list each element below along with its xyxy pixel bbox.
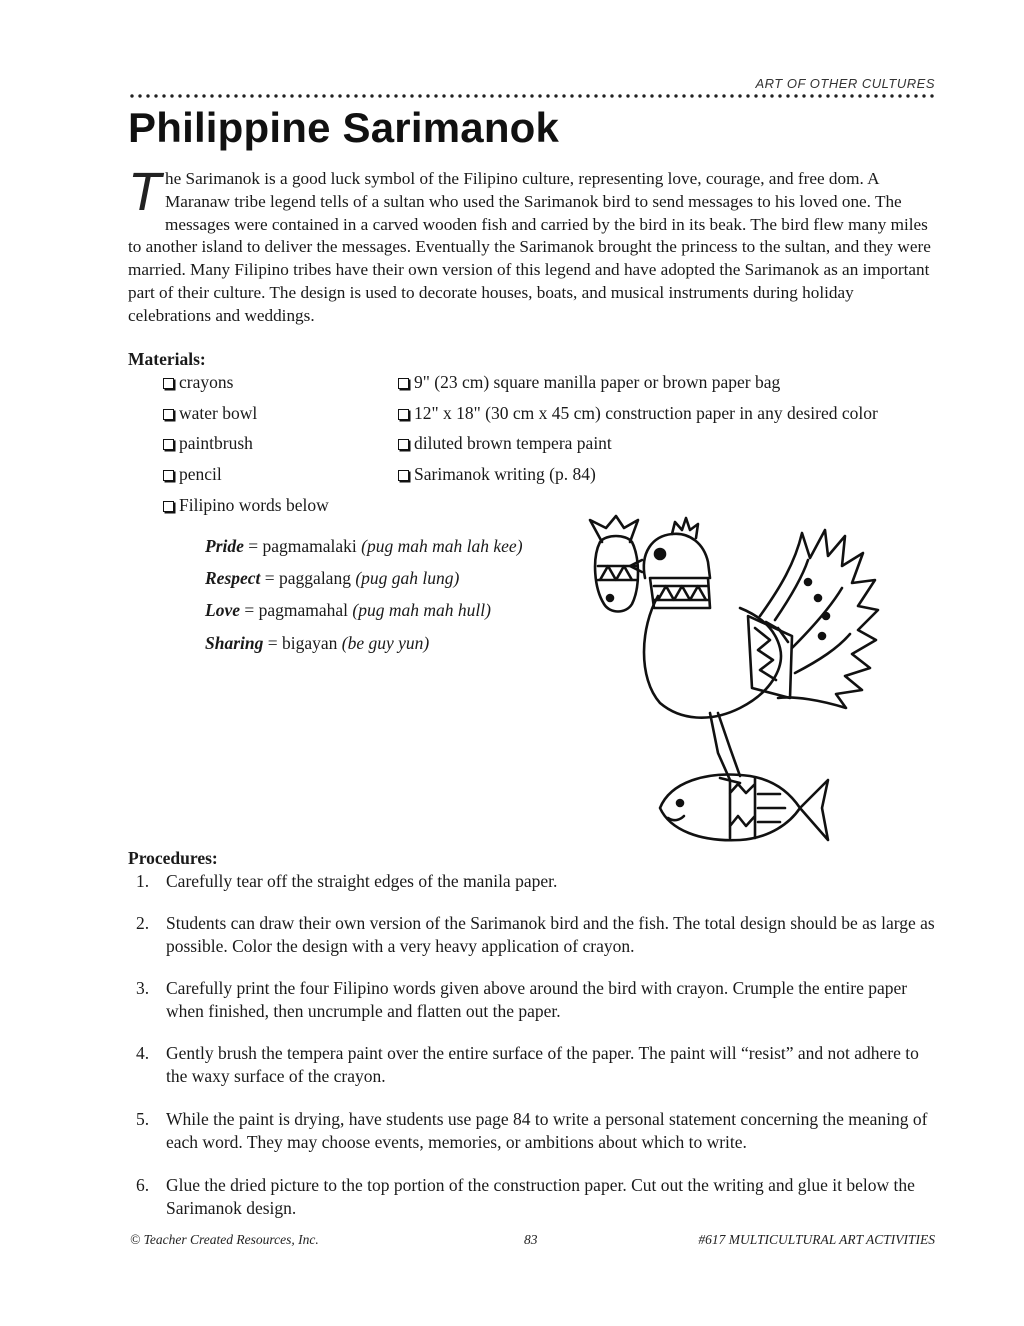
page-title: Philippine Sarimanok (128, 104, 560, 151)
procedure-step (128, 1174, 938, 1220)
word-term: Love (205, 600, 240, 620)
word-translation: pagmamahal (258, 600, 349, 620)
footer-copyright: © Teacher Created Resources, Inc. (130, 1232, 319, 1247)
footer-page-number: 83 (524, 1232, 538, 1247)
step-text: Gently brush the tempera paint over the entire surface of the paper. The paint will “resist” and not adhere to the waxy surface of the crayon. (166, 1043, 919, 1086)
word-pronunciation: (pug mah mah lah kee) (361, 536, 523, 556)
material-label: diluted brown tempera paint (414, 433, 612, 453)
material-label: paintbrush (179, 433, 253, 453)
materials-heading: Materials: (128, 349, 206, 369)
procedures-heading: Procedures: (128, 848, 218, 868)
step-number: 5. (136, 1109, 150, 1129)
word-term: Respect (205, 568, 261, 588)
checkbox-icon (163, 501, 174, 512)
filipino-word (205, 600, 491, 621)
material-item (398, 403, 878, 424)
material-item (398, 372, 780, 393)
word-equals: = (243, 536, 263, 556)
intro-text: he Sarimanok is a good luck symbol of the Filipino culture, representing love, courage, and free dom. A Maranaw tribe legend tells of a sultan who used the Sarimanok bird to send messages to his loved one. The messages were contained in a carved wooden fish and carried by the bird in its beak. The bird flew many miles to another island to deliver the messages. Eventually the Sarimanok brought the princess to the sultan, and they were married. Many Filipino tribes have their own version of this legend and have adopted the Sarimanok as an important part of their culture. The design is used to decorate houses, boats, and musical instruments during holiday celebrations and weddings. (128, 169, 931, 325)
step-text: Students can draw their own version of the Sarimanok bird and the fish. The total design should be as large as possible. Color the design with a very heavy application of crayon. (166, 913, 935, 956)
word-equals: = (263, 633, 282, 653)
neck-band (650, 578, 710, 608)
procedure-step (128, 977, 938, 1023)
material-label: pencil (179, 464, 222, 484)
material-item (398, 464, 596, 485)
procedure-step (128, 912, 938, 958)
step-text: Glue the dried picture to the top portion of the construction paper. Cut out the writing and glue it below the Sarimanok design. (166, 1175, 915, 1218)
material-label: 9" (23 cm) square manilla paper or brown paper bag (414, 372, 781, 392)
checkbox-icon (398, 470, 409, 481)
step-text: Carefully tear off the straight edges of the manila paper. (166, 871, 558, 891)
drop-cap: T (128, 162, 161, 222)
word-translation: pagmamalaki (262, 536, 357, 556)
tail-feathers (760, 530, 878, 708)
material-label: Filipino words below (179, 495, 329, 515)
step-number: 2. (136, 913, 150, 933)
word-pronunciation: (pug mah mah hull) (352, 600, 491, 620)
word-equals: = (260, 568, 280, 588)
checkbox-icon (398, 439, 409, 450)
filipino-word (205, 536, 523, 557)
word-equals: = (239, 600, 259, 620)
procedure-step (128, 1042, 938, 1088)
filipino-word (205, 568, 459, 589)
checkbox-icon (398, 409, 409, 420)
material-item (398, 433, 612, 454)
section-tag: ART OF OTHER CULTURES (755, 76, 935, 91)
bird-legs (710, 713, 740, 783)
dotted-rule (128, 93, 936, 99)
material-item (163, 403, 257, 424)
intro-paragraph (128, 162, 940, 328)
material-item (163, 433, 253, 454)
material-item (163, 495, 329, 516)
checkbox-icon (398, 378, 409, 389)
word-pronunciation: (be guy yun) (341, 633, 430, 653)
step-number: 4. (136, 1043, 150, 1063)
checkbox-icon (163, 378, 174, 389)
filipino-word (205, 633, 429, 654)
checkbox-icon (163, 439, 174, 450)
checkbox-icon (163, 470, 174, 481)
step-text: While the paint is drying, have students use page 84 to write a personal statement concerning the meaning of each word. They may choose events, memories, or ambitions about which to write. (166, 1109, 928, 1152)
material-label: water bowl (179, 403, 258, 423)
step-number: 3. (136, 978, 150, 998)
procedure-step (128, 870, 938, 893)
step-text: Carefully print the four Filipino words given above around the bird with crayon. Crumple the entire paper when finished, then uncrumple and flatten out the paper. (166, 978, 908, 1021)
material-label: 12" x 18" (30 cm x 45 cm) construction paper in any desired color (414, 403, 878, 423)
word-pronunciation: (pug gah lung) (355, 568, 460, 588)
material-label: Sarimanok writing (p. 84) (414, 464, 596, 484)
material-item (163, 372, 233, 393)
word-translation: bigayan (282, 633, 338, 653)
step-number: 1. (136, 871, 150, 891)
material-label: crayons (179, 372, 234, 392)
step-number: 6. (136, 1175, 150, 1195)
bird-head (630, 518, 710, 578)
footer-book-title: #617 MULTICULTURAL ART ACTIVITIES (698, 1232, 935, 1247)
word-term: Sharing (205, 633, 264, 653)
material-item (163, 464, 222, 485)
sarimanok-illustration (580, 508, 880, 856)
word-term: Pride (205, 536, 244, 556)
procedure-step (128, 1108, 938, 1154)
word-translation: paggalang (279, 568, 351, 588)
beak-fish (590, 516, 638, 612)
base-fish (660, 775, 828, 841)
checkbox-icon (163, 409, 174, 420)
